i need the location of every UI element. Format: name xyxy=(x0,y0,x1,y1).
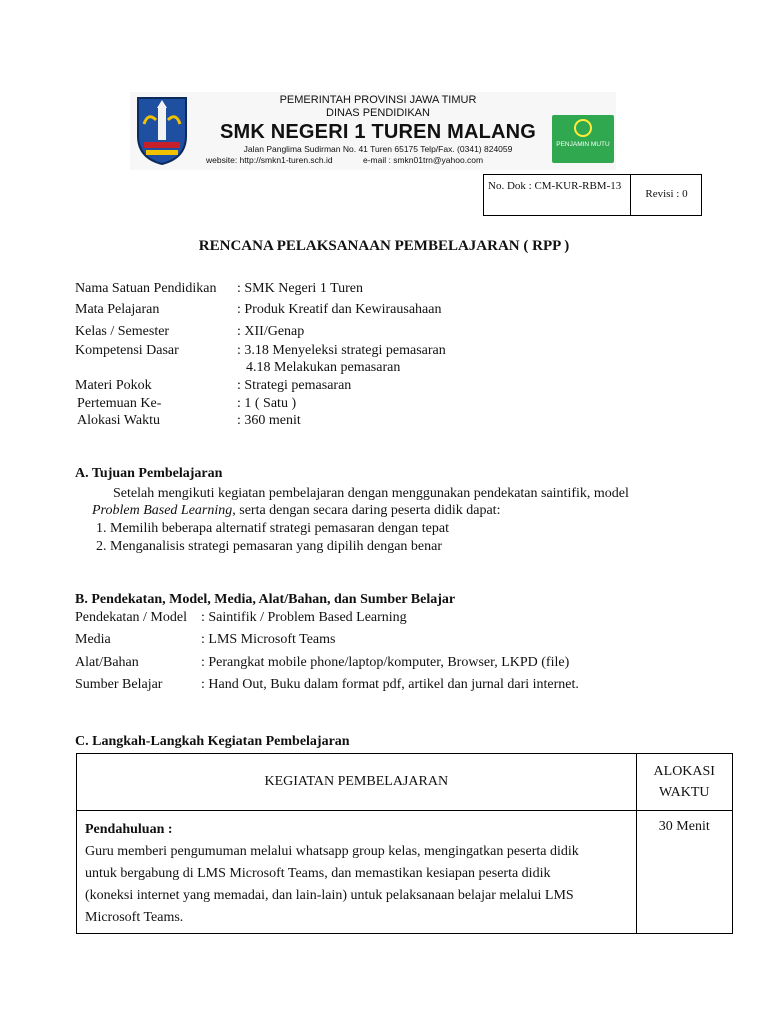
identity-label: Kompetensi Dasar xyxy=(75,343,179,358)
activity-line: Microsoft Teams. xyxy=(85,910,184,925)
identity-label: Mata Pelajaran xyxy=(75,302,160,317)
activity-table xyxy=(76,753,733,934)
identity-label: Pertemuan Ke- xyxy=(77,396,162,411)
school-email: e-mail : smkn01trn@yahoo.com xyxy=(363,155,484,165)
table-header-row xyxy=(77,754,733,811)
list-item: 1. Memilih beberapa alternatif strategi pemasaran dengan tepat xyxy=(96,521,449,536)
check-icon xyxy=(574,119,592,137)
section-b-row xyxy=(0,676,768,694)
activity-line: untuk bergabung di LMS Microsoft Teams, dan memastikan kesiapan peserta didik xyxy=(85,866,551,881)
identity-value: : 3.18 Menyeleksi strategi pemasaran xyxy=(237,343,446,358)
identity-label: Nama Satuan Pendidikan xyxy=(75,281,217,296)
identity-value: : 360 menit xyxy=(237,413,301,428)
row-label: Pendekatan / Model xyxy=(75,610,187,625)
header-line: ALOKASI xyxy=(653,764,715,779)
identity-value: : Strategi pemasaran xyxy=(237,378,352,393)
identity-value: : SMK Negeri 1 Turen xyxy=(237,281,364,296)
section-a-intro-2 xyxy=(92,502,500,520)
identity-value: : 1 ( Satu ) xyxy=(237,396,297,411)
column-header-activity: KEGIATAN PEMBELAJARAN xyxy=(77,754,637,811)
identity-label: Alokasi Waktu xyxy=(77,413,160,428)
east-java-emblem-icon xyxy=(134,96,190,166)
intro-rest: , serta dengan secara daring peserta didik dapat: xyxy=(232,503,501,518)
time-cell: 30 Menit xyxy=(636,811,732,934)
row-label: Alat/Bahan xyxy=(75,655,139,670)
identity-value: 4.18 Melakukan pemasaran xyxy=(246,360,401,375)
row-value: : Hand Out, Buku dalam format pdf, artikel dan jurnal dari internet. xyxy=(201,677,579,692)
identity-time-row xyxy=(0,412,768,430)
activity-line: (koneksi internet yang memadai, dan lain-lain) untuk pelaksanaan belajar melalui LMS xyxy=(85,888,574,903)
identity-value: : Produk Kreatif dan Kewirausahaan xyxy=(237,302,442,317)
table-row xyxy=(77,811,733,934)
identity-school-row xyxy=(0,280,768,298)
row-value: : Saintifik / Problem Based Learning xyxy=(201,610,407,625)
section-c-heading: C. Langkah-Langkah Kegiatan Pembelajaran xyxy=(75,734,350,749)
row-label: Media xyxy=(75,632,111,647)
identity-class-row xyxy=(0,323,768,341)
document-info-box xyxy=(483,174,702,216)
section-b-row xyxy=(0,654,768,672)
activity-line: Guru memberi pengumuman melalui whatsapp group kelas, mengingatkan peserta didik xyxy=(85,844,579,859)
section-b-row xyxy=(0,631,768,649)
model-name: Problem Based Learning xyxy=(92,503,233,518)
government-name: PEMERINTAH PROVINSI JAWA TIMUR xyxy=(279,94,477,106)
identity-label: Kelas / Semester xyxy=(75,324,170,339)
school-address: Jalan Panglima Sudirman No. 41 Turen 65175 Telp/Fax. (0341) 824059 xyxy=(243,144,513,154)
identity-meeting-row xyxy=(0,395,768,413)
page-title: RENCANA PELAKSANAAN PEMBELAJARAN ( RPP ) xyxy=(198,238,570,254)
quality-assurance-badge xyxy=(552,115,614,163)
document-number: No. Dok : CM-KUR-RBM-13 xyxy=(484,175,631,215)
identity-kd-row xyxy=(0,342,768,360)
identity-value: : XII/Genap xyxy=(237,324,305,339)
identity-label: Materi Pokok xyxy=(75,378,152,393)
letterhead-text xyxy=(200,94,556,166)
header-line: WAKTU xyxy=(658,785,710,800)
school-name: SMK NEGERI 1 TUREN MALANG xyxy=(219,121,537,143)
row-label: Sumber Belajar xyxy=(75,677,163,692)
school-website: website: http://smkn1-turen.sch.id xyxy=(206,155,333,165)
identity-subject-row xyxy=(0,301,768,319)
badge-label: PENJAMIN MUTU xyxy=(556,141,610,148)
row-value: : LMS Microsoft Teams xyxy=(201,632,336,647)
activity-cell xyxy=(77,811,637,934)
row-value: : Perangkat mobile phone/laptop/komputer, Browser, LKPD (file) xyxy=(201,655,570,670)
section-a-intro: Setelah mengikuti kegiatan pembelajaran dengan menggunakan pendekatan saintifik, model xyxy=(113,486,629,501)
identity-materi-row xyxy=(0,377,768,395)
document-revision: Revisi : 0 xyxy=(645,188,688,200)
identity-kd-row-2 xyxy=(0,359,768,377)
school-contacts xyxy=(200,155,556,166)
section-b-heading: B. Pendekatan, Model, Media, Alat/Bahan, dan Sumber Belajar xyxy=(75,592,456,607)
department-name: DINAS PENDIDIKAN xyxy=(326,107,430,119)
section-a-heading: A. Tujuan Pembelajaran xyxy=(75,466,223,481)
activity-title: Pendahuluan : xyxy=(85,822,173,837)
list-item: 2. Menganalisis strategi pemasaran yang dipilih dengan benar xyxy=(96,539,443,554)
section-b-row xyxy=(0,609,768,627)
column-header-time xyxy=(636,754,732,811)
